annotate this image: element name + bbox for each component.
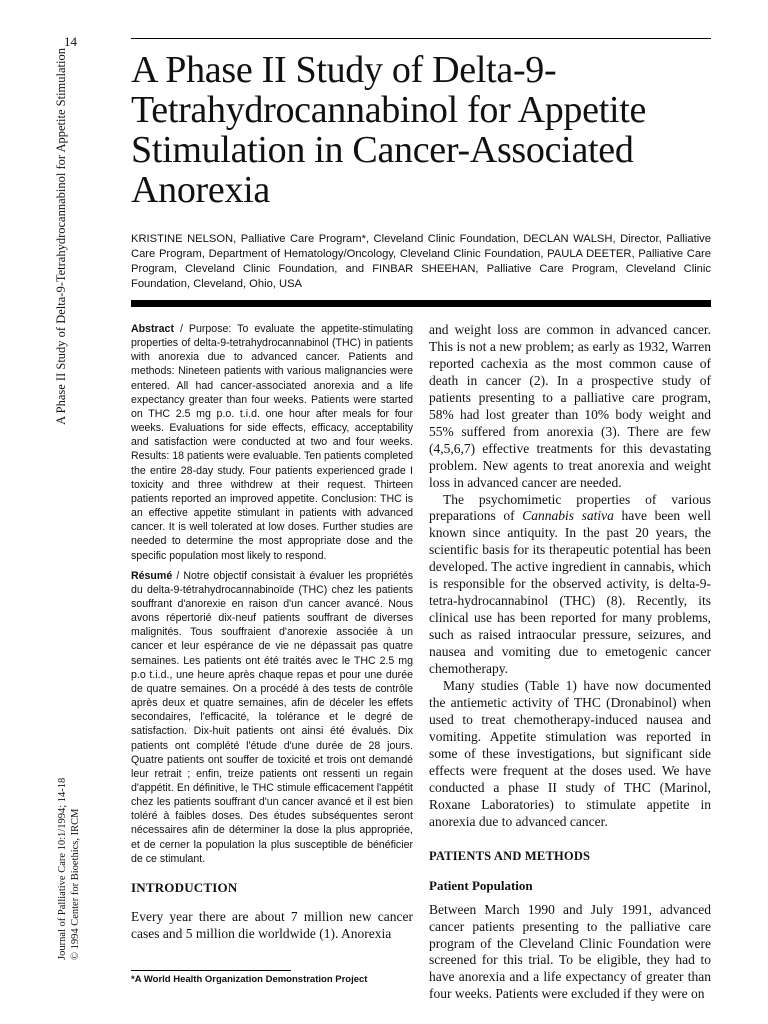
footnote-rule bbox=[131, 970, 291, 971]
article-title bbox=[131, 50, 711, 210]
running-head: A Phase II Study of Delta-9-Tetrahydrocannabinol for Appetite Stimulation bbox=[54, 48, 68, 425]
body-paragraph: Many studies (Table 1) have now documented the antiemetic activity of THC (Dronabinol) when used to treat chemotherapy-induced nausea and vomiting. Appetite stimulation was reported in some of these investigations, but significant side effects were frequent at the doses used. We have conducted a phase II study of THC (Marinol, Roxane Laboratories) to stimulate appetite in anorexia due to advanced cancer. bbox=[429, 678, 711, 829]
introduction-heading: INTRODUCTION bbox=[131, 879, 238, 895]
title-line: Stimulation in Cancer-Associated bbox=[131, 129, 634, 171]
author-affiliations: KRISTINE NELSON, Palliative Care Program*, Cleveland Clinic Foundation, DECLAN WALSH, Director, Palliative Care Program, Department of Hematology/Oncology, Cleveland Clinic Foundation, PAULA DEETER, Palliative Care Program, Cleveland Clinic Foundation, and FINBAR SHEEHAN, Palliative Care Program, Cleveland Clinic Foundation, Cleveland, Ohio, USA bbox=[131, 233, 711, 290]
top-rule bbox=[131, 38, 711, 39]
header-divider bbox=[131, 300, 711, 307]
resume bbox=[131, 569, 413, 866]
paragraph-text: have been well known since antiquity. In the past 20 years, the scientific basis for its therapeutic potential has been developed. The active ingredient in cannabis, which is responsible for the observed activity, is delta-9-tetra-hydrocannabinol (THC) (8). Recently, its clinical use has been reported for many problems, such as raised intraocular pressure, seizures, and nausea and vomiting due to emetogenic cancer chemotherapy. bbox=[429, 508, 711, 677]
right-column bbox=[429, 322, 711, 1003]
body-paragraph bbox=[429, 492, 711, 678]
body-paragraph: and weight loss are common in advanced cancer. This is not a new problem; as early as 1932, Warren reported cachexia as the most common cause of death in cancer (2). In a prospective study of patients presenting to a palliative care program, 58% had lost greater than 10% body weight and 55% suffered from anorexia (3). There are few (4,5,6,7) effective treatments for this devastating problem. New agents to treat anorexia and weight loss in advanced cancer are needed. bbox=[429, 322, 711, 490]
footnote: *A World Health Organization Demonstration Project bbox=[131, 974, 368, 985]
section-heading: PATIENTS AND METHODS bbox=[429, 848, 591, 863]
title-line: Anorexia bbox=[131, 169, 270, 211]
introduction-text: Every year there are about 7 million new cancer cases and 5 million die worldwide (1). Anorexia bbox=[131, 908, 413, 941]
subsection-heading: Patient Population bbox=[429, 877, 533, 893]
journal-info-line: Journal of Palliative Care 10:1/1994; 14-18 bbox=[57, 777, 68, 960]
title-line: Tetrahydrocannabinol for Appetite bbox=[131, 89, 647, 131]
resume-text: / Notre objectif consistait à évaluer les propriétés du delta-9-tétrahydrocannabinoïde (THC) chez les patients souffrant d'anorexie en raison d'un cancer avancé. Nous avons répertorié dix-neuf patients souffrant de diverses malignités. Tous souffraient d'anorexie associée à un cancer et leur espérance de vie ne dépassait pas quatre semaines. Les patients ont été traités avec le THC 2.5 mg p.o t.i.d., une heure après chaque repas et pour une durée de quatre semaines. On a procédé à des tests de contrôle après deux et quatre semaines, afin de déceler les effets secondaires, l'efficacité, la tolérance et le degré de satisfaction. Dix-huit patients ont ainsi été évalués. Dix patients ont complété l'étude d'une durée de 28 jours. Quatre patients ont souffer de toxicité et trois ont demandé leur retrait ; enfin, treize patients ont ressenti un regain d'appétit. En définitive, le THC stimule efficacement l'appétit chez les patients souffrant d'un cancer avancé et il est bien toléré à faibles doses. Des études subséquentes seront nécessaires afin de déterminer la dose la plus appropriée, et de cerner la population la plus susceptible de bénéficier de ce stimulant. bbox=[131, 569, 413, 865]
abstract bbox=[131, 322, 413, 563]
left-column bbox=[131, 322, 413, 942]
journal-citation bbox=[56, 720, 86, 960]
title-line: A Phase II Study of Delta-9- bbox=[131, 49, 557, 91]
body-paragraph: Between March 1990 and July 1991, advanced cancer patients presenting to the palliative care program of the Cleveland Clinic Foundation were screened for this trial. To be eligible, they had to have anorexia and a life expectancy of greater than four weeks. Patients were excluded if they were on bbox=[429, 901, 711, 1002]
abstract-text: / Purpose: To evaluate the appetite-stimulating properties of delta-9-tetrahydrocannabinol (THC) in patients with anorexia due to advanced cancer. Patients and methods: Nineteen patients with various malignancies were entered. All had cancer-associated anorexia and a life expectancy greater than four weeks. Patients were started on THC 2.5 mg p.o. t.i.d. one hour after meals for four weeks. Evaluations for side effects, efficacy, acceptability and satisfaction were conducted at two and four weeks. Results: 18 patients were evaluable. Ten patients completed the entire 28-day study. Four patients experienced grade I toxicity and three withdrew at their request. Thirteen patients reported an improved appetite. Conclusion: THC is an effective appetite stimulant in patients with advanced cancer. It is well tolerated at low doses. Further studies are needed to determine the most appropriate dose and the specific population most likely to respond. bbox=[131, 323, 413, 562]
abstract-label: Abstract bbox=[131, 323, 174, 335]
species-name: Cannabis sativa bbox=[522, 508, 614, 524]
resume-label: Résumé bbox=[131, 569, 173, 582]
copyright-line: © 1994 Center for Bioethics, IRCM bbox=[70, 808, 81, 960]
page-number: 14 bbox=[64, 34, 77, 49]
paragraph-text: The psychomimetic properties of various preparations of bbox=[429, 491, 711, 524]
